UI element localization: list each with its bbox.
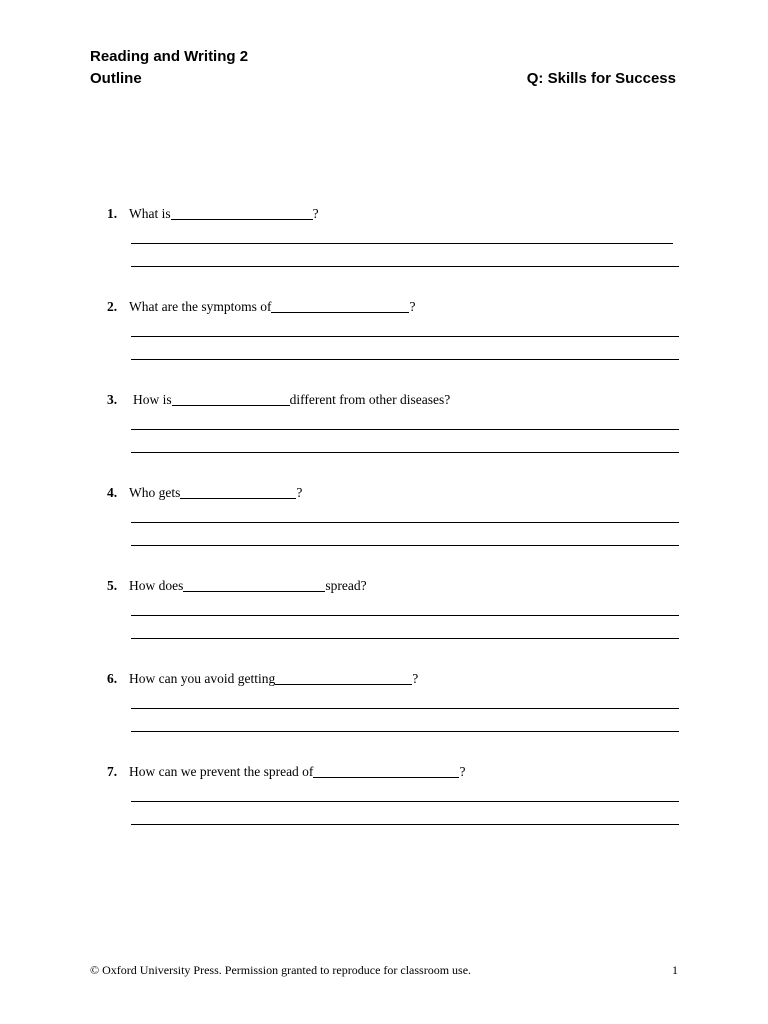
question-item [0, 391, 768, 471]
answer-line[interactable] [131, 638, 679, 639]
course-title: Reading and Writing 2 [90, 48, 249, 65]
question-prefix: How is [133, 392, 172, 407]
question-suffix: ? [412, 671, 419, 686]
question-item [0, 205, 768, 285]
question-number: 4. [107, 485, 118, 500]
question-prefix: Who gets [129, 485, 181, 500]
copyright-notice: © Oxford University Press. Permission granted to reproduce for classroom use. [90, 963, 472, 977]
question-item [0, 484, 768, 564]
question-suffix: spread? [325, 578, 367, 593]
fill-in-blank[interactable] [271, 300, 409, 313]
question-text [107, 391, 450, 409]
doc-type: Outline [90, 70, 142, 87]
answer-line[interactable] [131, 429, 679, 430]
answer-line[interactable] [131, 452, 679, 453]
question-text [107, 298, 415, 316]
question-suffix: different from other diseases? [289, 392, 451, 407]
question-item [0, 298, 768, 378]
answer-line[interactable] [131, 708, 679, 709]
question-text [107, 670, 418, 688]
answer-line[interactable] [131, 522, 679, 523]
question-prefix: What are the symptoms of [129, 299, 272, 314]
question-text [107, 484, 302, 502]
question-text [107, 205, 319, 223]
question-item [0, 577, 768, 657]
question-text [107, 763, 465, 781]
fill-in-blank[interactable] [313, 765, 459, 778]
question-text [107, 577, 367, 595]
fill-in-blank[interactable] [180, 486, 296, 499]
question-item [0, 763, 768, 843]
answer-line[interactable] [131, 731, 679, 732]
answer-line[interactable] [131, 801, 679, 802]
answer-line[interactable] [131, 336, 679, 337]
answer-line[interactable] [131, 824, 679, 825]
question-suffix: ? [459, 764, 466, 779]
answer-line[interactable] [131, 359, 679, 360]
answer-line[interactable] [131, 615, 679, 616]
question-prefix: What is [129, 206, 171, 221]
header-block [90, 46, 248, 90]
question-suffix: ? [296, 485, 303, 500]
series-title: Q: Skills for Success [526, 70, 676, 87]
question-prefix: How can we prevent the spread of [129, 764, 314, 779]
answer-line[interactable] [131, 266, 679, 267]
fill-in-blank[interactable] [172, 393, 290, 406]
page-number: 1 [672, 963, 678, 977]
question-number: 6. [107, 671, 118, 686]
fill-in-blank[interactable] [171, 207, 313, 220]
fill-in-blank[interactable] [183, 579, 325, 592]
answer-line[interactable] [131, 243, 673, 244]
question-number: 3. [107, 392, 118, 407]
question-number: 5. [107, 578, 118, 593]
question-prefix: How does [129, 578, 184, 593]
question-suffix: ? [312, 206, 319, 221]
question-number: 2. [107, 299, 118, 314]
question-prefix: How can you avoid getting [129, 671, 276, 686]
question-item [0, 670, 768, 750]
answer-line[interactable] [131, 545, 679, 546]
question-number: 7. [107, 764, 118, 779]
question-suffix: ? [409, 299, 416, 314]
fill-in-blank[interactable] [275, 672, 412, 685]
question-number: 1. [107, 206, 118, 221]
